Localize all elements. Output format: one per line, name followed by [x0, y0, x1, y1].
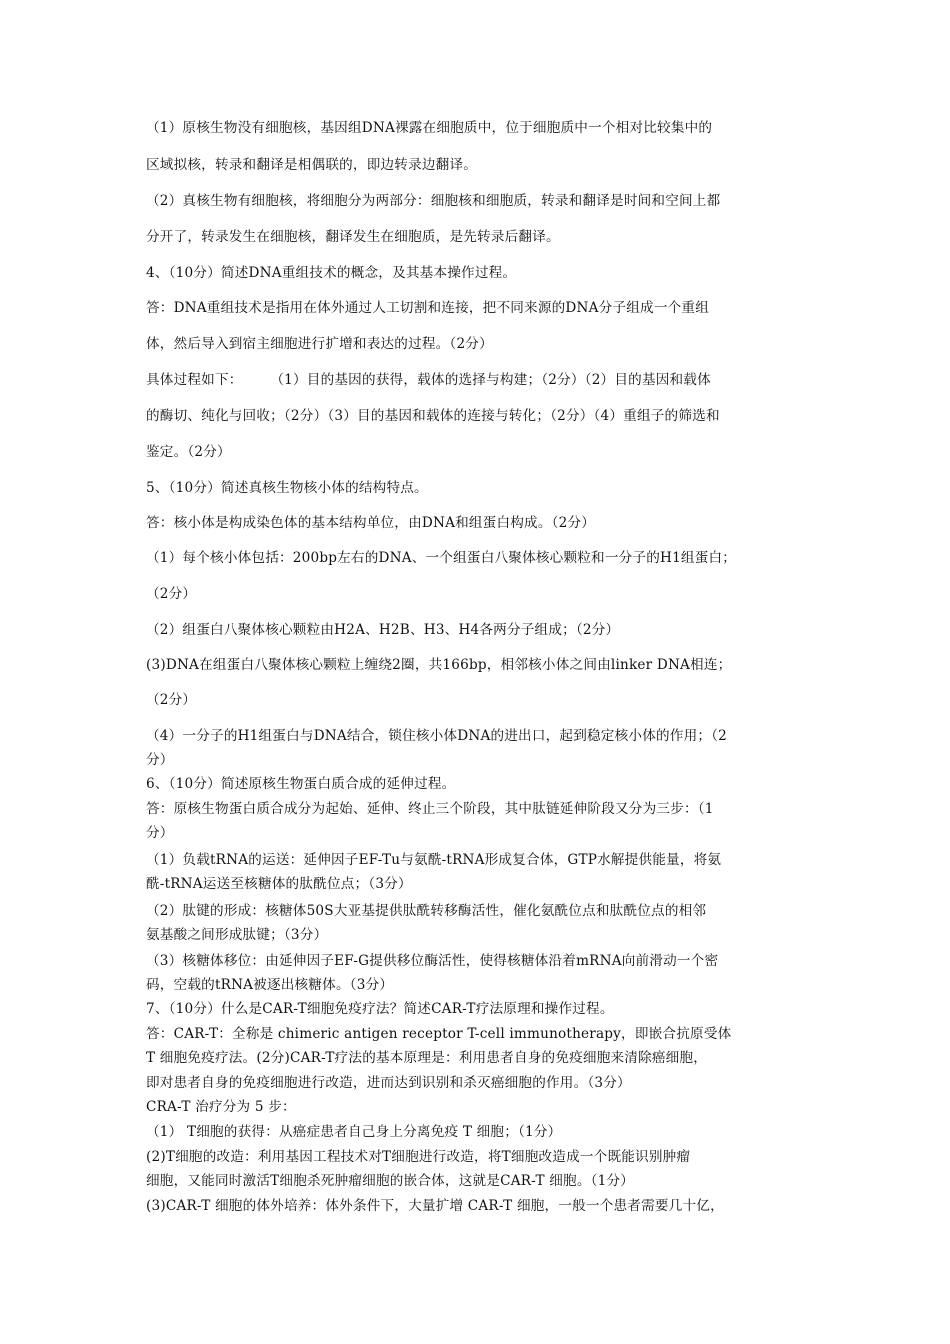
text-line: （2分） — [146, 586, 197, 602]
text-line: （1）负载tRNA的运送：延伸因子EF-Tu与氨酰-tRNA形成复合体，GTP水解提供能量，将氨 — [146, 852, 722, 868]
text-line: 体，然后导入到宿主细胞进行扩增和表达的过程。（2分） — [146, 336, 493, 352]
text-line: (3)CAR-T 细胞的体外培养：体外条件下，大量扩增 CAR-T 细胞，一般一个患者需要几十亿， — [146, 1198, 724, 1214]
text-line: 分开了，转录发生在细胞核，翻译发生在细胞质，是先转录后翻译。 — [146, 229, 560, 245]
text-line: （1）每个核小体包括：200bp左右的DNA、一个组蛋白八聚体核心颗粒和一分子的H1组蛋白； — [146, 550, 737, 566]
text-line: （4）一分子的H1组蛋白与DNA结合，锁住核小体DNA的进出口，起到稳定核小体的作用；（2 — [146, 728, 728, 744]
text-line: （2）真核生物有细胞核，将细胞分为两部分：细胞核和细胞质，转录和翻译是时间和空间上都 — [146, 193, 721, 209]
text-line: CRA-T 治疗分为 5 步： — [146, 1099, 296, 1115]
text-line: （3）核糖体移位：由延伸因子EF-G提供移位酶活性，使得核糖体沿着mRNA向前滑动一个密 — [146, 953, 719, 969]
text-line: (2)T细胞的改造：利用基因工程技术对T细胞进行改造，将T细胞改造成一个既能识别肿瘤 — [146, 1149, 691, 1165]
text-line: 答：CAR-T：全称是 chimeric antigen receptor T-cell immunotherapy，即嵌合抗原受体 — [146, 1026, 732, 1042]
text-line: 答：核小体是构成染色体的基本结构单位，由DNA和组蛋白构成。（2分） — [146, 515, 596, 531]
text-line: （1） T细胞的获得：从癌症患者自己身上分离免疫 T 细胞；（1分） — [146, 1124, 562, 1140]
question-heading: 5、（10分）简述真核生物核小体的结构特点。 — [146, 480, 428, 496]
text-line: 分） — [146, 752, 174, 768]
text-line: （2）组蛋白八聚体核心颗粒由H2A、H2B、H3、H4各两分子组成；（2分） — [146, 622, 620, 638]
text-line: 即对患者自身的免疫细胞进行改造，进而达到识别和杀灭癌细胞的作用。（3分） — [146, 1075, 631, 1091]
text-line: 具体过程如下： （1）目的基因的获得，载体的选择与构建；（2分）（2）目的基因和载体 — [146, 372, 711, 388]
text-line: 氨基酸之间形成肽键；（3分） — [146, 927, 328, 943]
text-line: 细胞，又能同时激活T细胞杀死肿瘤细胞的嵌合体，这就是CAR-T 细胞。（1分） — [146, 1173, 635, 1189]
text-line: T 细胞免疫疗法。(2分)CAR-T疗法的基本原理是：利用患者自身的免疫细胞来清除癌细胞， — [146, 1050, 708, 1066]
question-heading: 7、（10分）什么是CAR-T细胞免疫疗法？简述CAR-T疗法原理和操作过程。 — [146, 1001, 614, 1017]
text-line: （2分） — [146, 692, 197, 708]
text-line: 酰-tRNA运送至核糖体的肽酰位点；（3分） — [146, 876, 412, 892]
text-line: 分） — [146, 825, 174, 841]
question-heading: 4、（10分）简述DNA重组技术的概念，及其基本操作过程。 — [146, 265, 517, 281]
text-line: 答：DNA重组技术是指用在体外通过人工切割和连接，把不同来源的DNA分子组成一个重组 — [146, 300, 709, 316]
text-line: 的酶切、纯化与回收；（2分）（3）目的基因和载体的连接与转化；（2分）（4）重组子的筛选和 — [146, 408, 720, 424]
text-line: （2）肽键的形成：核糖体50S大亚基提供肽酰转移酶活性，催化氨酰位点和肽酰位点的相邻 — [146, 903, 707, 919]
text-line: （1）原核生物没有细胞核，基因组DNA裸露在细胞质中，位于细胞质中一个相对比较集中的 — [146, 120, 713, 136]
text-line: (3)DNA在组蛋白八聚体核心颗粒上缠绕2圈，共166bp，相邻核小体之间由linker DNA相连； — [146, 657, 732, 673]
text-line: 码，空载的tRNA被逐出核糖体。（3分） — [146, 977, 394, 993]
text-line: 答：原核生物蛋白质合成分为起始、延伸、终止三个阶段，其中肽链延伸阶段又分为三步：（1 — [146, 801, 714, 817]
text-line: 区域拟核，转录和翻译是相偶联的，即边转录边翻译。 — [146, 157, 478, 173]
question-heading: 6、（10分）简述原核生物蛋白质合成的延伸过程。 — [146, 776, 456, 792]
text-line: 鉴定。（2分） — [146, 444, 231, 460]
